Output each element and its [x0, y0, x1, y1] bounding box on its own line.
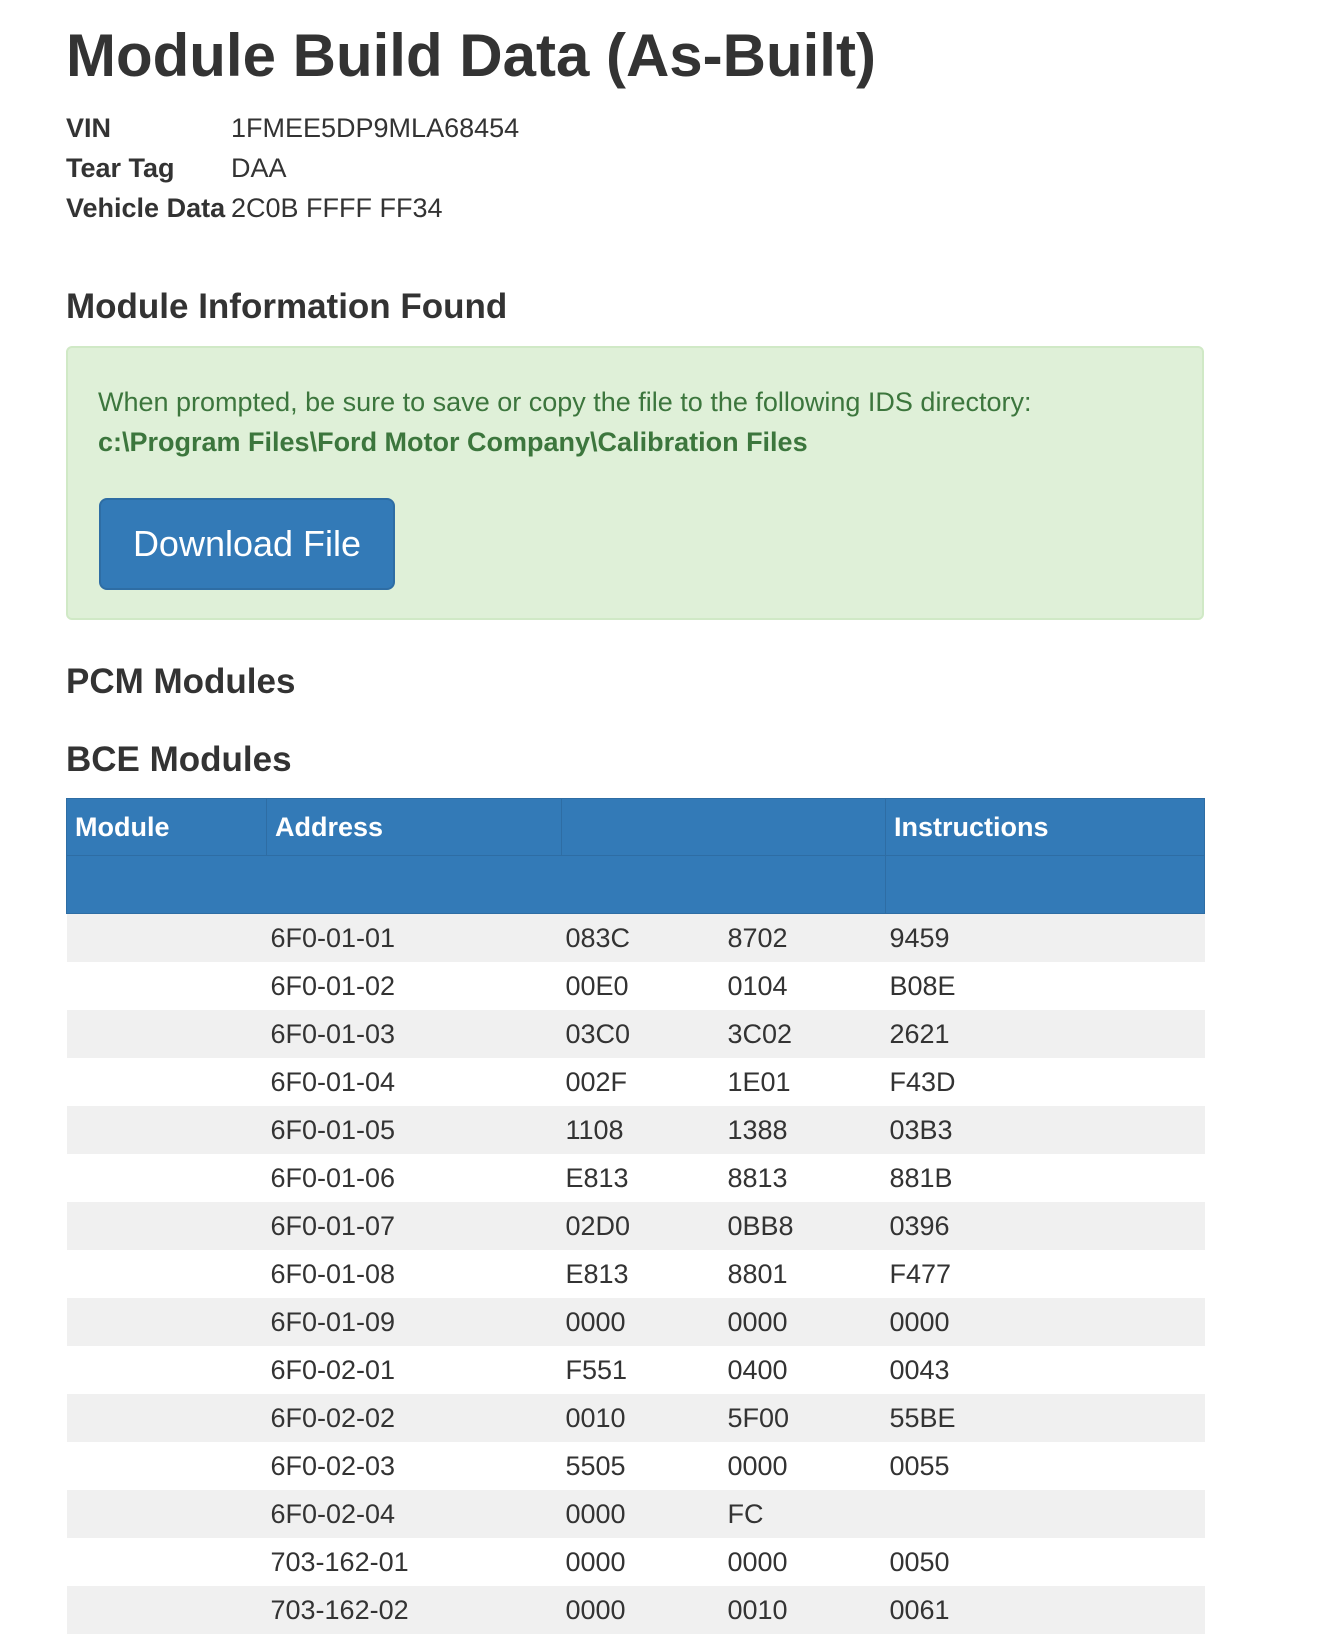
module-cell: [67, 1586, 267, 1634]
table-row: [67, 1346, 1205, 1394]
table-header: [67, 799, 1205, 914]
module-cell: [67, 1106, 267, 1154]
module-cell: [67, 1154, 267, 1202]
value-cell-2: 0000: [724, 1538, 886, 1586]
table-row: [67, 1298, 1205, 1346]
value-cell-1: 5505: [562, 1442, 724, 1490]
column-header-blank: [562, 799, 886, 856]
bce-modules-table: [66, 798, 1205, 1634]
address-cell: 6F0-01-01: [267, 914, 562, 963]
alert-message: [98, 382, 1031, 462]
table-row: [67, 914, 1205, 963]
vehicle-data-value: 2C0B FFFF FF34: [231, 193, 443, 223]
instructions-cell: 03B3: [886, 1106, 1205, 1154]
value-cell-1: F551: [562, 1346, 724, 1394]
value-cell-1: 083C: [562, 914, 724, 963]
vehicle-info: [66, 108, 519, 228]
success-alert: [66, 346, 1204, 620]
table-header-row: [67, 799, 1205, 856]
address-cell: 6F0-01-07: [267, 1202, 562, 1250]
tear-tag-value: DAA: [231, 153, 287, 183]
instructions-cell: 0396: [886, 1202, 1205, 1250]
table-row: [67, 1394, 1205, 1442]
tear-tag-label: Tear Tag: [66, 153, 175, 183]
instructions-cell: F477: [886, 1250, 1205, 1298]
module-cell: [67, 1010, 267, 1058]
address-cell: 703-162-01: [267, 1538, 562, 1586]
value-cell-1: E813: [562, 1154, 724, 1202]
value-cell-1: 03C0: [562, 1010, 724, 1058]
table-row: [67, 1010, 1205, 1058]
value-cell-2: 0BB8: [724, 1202, 886, 1250]
vin-value: 1FMEE5DP9MLA68454: [231, 113, 520, 143]
column-header-module: Module: [67, 799, 267, 856]
value-cell-1: 0010: [562, 1394, 724, 1442]
value-cell-2: 3C02: [724, 1010, 886, 1058]
module-cell: [67, 1058, 267, 1106]
vehicle-data-label: Vehicle Data: [66, 193, 226, 223]
instructions-cell: 9459: [886, 914, 1205, 963]
subheader-cell: [67, 856, 886, 914]
address-cell: 6F0-01-03: [267, 1010, 562, 1058]
module-cell: [67, 962, 267, 1010]
value-cell-2: 0000: [724, 1442, 886, 1490]
address-cell: 6F0-01-02: [267, 962, 562, 1010]
table-subheader-row: [67, 856, 1205, 914]
instructions-cell: 55BE: [886, 1394, 1205, 1442]
instructions-cell: B08E: [886, 962, 1205, 1010]
instructions-cell: 0061: [886, 1586, 1205, 1634]
table-body: [67, 914, 1205, 1635]
download-file-button[interactable]: Download File: [99, 498, 395, 590]
module-cell: [67, 1250, 267, 1298]
module-cell: [67, 1490, 267, 1538]
table-row: [67, 1442, 1205, 1490]
value-cell-1: 0000: [562, 1490, 724, 1538]
instructions-cell: 0043: [886, 1346, 1205, 1394]
value-cell-2: 0010: [724, 1586, 886, 1634]
module-info-heading: Module Information Found: [66, 287, 508, 326]
value-cell-2: 8702: [724, 914, 886, 963]
page-title: Module Build Data (As-Built): [66, 22, 876, 89]
module-cell: [67, 1442, 267, 1490]
value-cell-2: 0104: [724, 962, 886, 1010]
subheader-cell: [886, 856, 1205, 914]
value-cell-1: E813: [562, 1250, 724, 1298]
instructions-cell: 0050: [886, 1538, 1205, 1586]
instructions-cell: 2621: [886, 1010, 1205, 1058]
address-cell: 6F0-02-01: [267, 1346, 562, 1394]
module-cell: [67, 1538, 267, 1586]
pcm-modules-heading: PCM Modules: [66, 662, 296, 701]
column-header-instructions: Instructions: [886, 799, 1205, 856]
value-cell-1: 02D0: [562, 1202, 724, 1250]
vin-label: VIN: [66, 113, 112, 143]
column-header-address: Address: [267, 799, 562, 856]
value-cell-1: 002F: [562, 1058, 724, 1106]
address-cell: 6F0-02-04: [267, 1490, 562, 1538]
alert-message-text: When prompted, be sure to save or copy the file to the following IDS directory:: [98, 387, 1032, 417]
table-row: [67, 1586, 1205, 1634]
value-cell-2: 1388: [724, 1106, 886, 1154]
value-cell-1: 1108: [562, 1106, 724, 1154]
table-row: [67, 1538, 1205, 1586]
value-cell-1: 0000: [562, 1298, 724, 1346]
table-row: [67, 1154, 1205, 1202]
module-cell: [67, 914, 267, 963]
address-cell: 6F0-01-04: [267, 1058, 562, 1106]
instructions-cell: F43D: [886, 1058, 1205, 1106]
value-cell-2: 8813: [724, 1154, 886, 1202]
bce-modules-heading: BCE Modules: [66, 740, 292, 779]
alert-directory-path: c:\Program Files\Ford Motor Company\Calibration Files: [98, 427, 808, 457]
value-cell-1: 0000: [562, 1538, 724, 1586]
address-cell: 6F0-01-05: [267, 1106, 562, 1154]
address-cell: 6F0-01-08: [267, 1250, 562, 1298]
value-cell-2: 5F00: [724, 1394, 886, 1442]
table-row: [67, 1250, 1205, 1298]
value-cell-1: 0000: [562, 1586, 724, 1634]
instructions-cell: 0000: [886, 1298, 1205, 1346]
vehicle-row-tear-tag: [66, 148, 519, 188]
address-cell: 6F0-01-09: [267, 1298, 562, 1346]
table-row: [67, 1058, 1205, 1106]
instructions-cell: 0055: [886, 1442, 1205, 1490]
module-cell: [67, 1202, 267, 1250]
vehicle-row-vehicle-data: [66, 188, 519, 228]
table-row: [67, 1490, 1205, 1538]
table-row: [67, 1202, 1205, 1250]
value-cell-2: 0400: [724, 1346, 886, 1394]
address-cell: 6F0-02-03: [267, 1442, 562, 1490]
address-cell: 6F0-01-06: [267, 1154, 562, 1202]
value-cell-2: FC: [724, 1490, 886, 1538]
vehicle-row-vin: [66, 108, 519, 148]
table-row: [67, 962, 1205, 1010]
instructions-cell: [886, 1490, 1205, 1538]
address-cell: 703-162-02: [267, 1586, 562, 1634]
module-cell: [67, 1394, 267, 1442]
value-cell-2: 8801: [724, 1250, 886, 1298]
module-cell: [67, 1346, 267, 1394]
value-cell-2: 1E01: [724, 1058, 886, 1106]
value-cell-2: 0000: [724, 1298, 886, 1346]
instructions-cell: 881B: [886, 1154, 1205, 1202]
address-cell: 6F0-02-02: [267, 1394, 562, 1442]
value-cell-1: 00E0: [562, 962, 724, 1010]
module-cell: [67, 1298, 267, 1346]
table-row: [67, 1106, 1205, 1154]
